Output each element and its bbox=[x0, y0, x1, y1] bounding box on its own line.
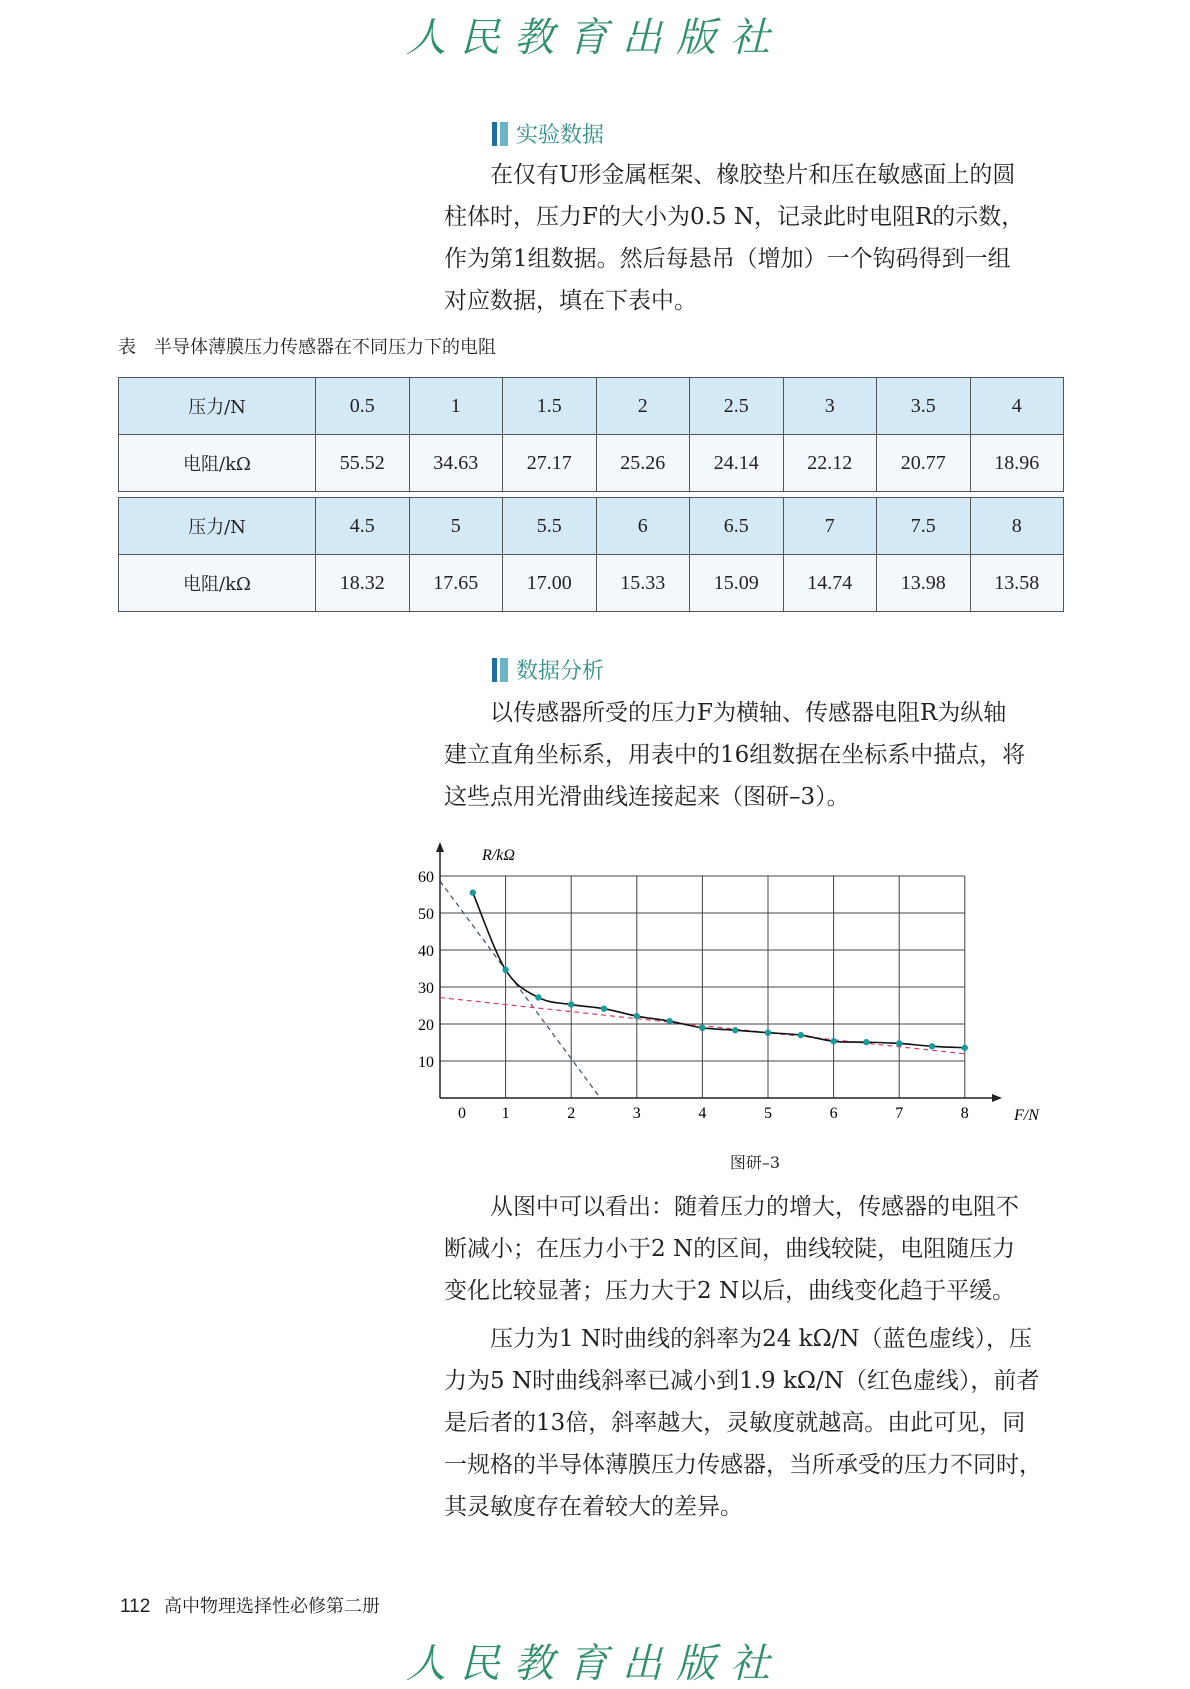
chart-axes bbox=[436, 842, 1002, 1102]
data-point bbox=[929, 1043, 935, 1049]
page-footer bbox=[120, 1592, 380, 1618]
x-tick-label: 5 bbox=[764, 1105, 772, 1122]
section-title: 数据分析 bbox=[516, 659, 605, 684]
x-tick-label: 1 bbox=[501, 1105, 510, 1122]
x-tick-label: 3 bbox=[632, 1105, 641, 1122]
book-title: 高中物理选择性必修第二册 bbox=[164, 1596, 381, 1617]
x-tick-label: 7 bbox=[895, 1105, 904, 1122]
data-point bbox=[535, 994, 541, 1000]
y-axis-arrow-icon bbox=[436, 842, 444, 852]
chart-grid bbox=[440, 876, 965, 1098]
y-tick-label: 50 bbox=[418, 906, 434, 923]
x-tick-label: 2 bbox=[567, 1105, 576, 1122]
resistance-force-chart bbox=[418, 838, 1060, 1138]
paragraph-observation: 从图中可以看出：随着压力的增大，传感器的电阻不 断减小；在压力小于2 N的区间，曲线较陡，电阻随压力 变化比较显著；压力大于2 N以后，曲线变化趋于平缓。 bbox=[444, 1194, 1019, 1304]
data-point bbox=[502, 967, 508, 973]
x-axis-arrow-icon bbox=[992, 1094, 1002, 1102]
publisher-logo-bottom: 人民教育出版社 bbox=[406, 1641, 784, 1687]
x-tick-label: 6 bbox=[829, 1105, 838, 1122]
data-point bbox=[568, 1001, 574, 1007]
data-point bbox=[732, 1027, 738, 1033]
table-row: 电阻/kΩ 55.52 34.63 27.17 25.26 24.14 22.12 20.77 18.96 bbox=[119, 435, 1064, 492]
x-tick-label: 8 bbox=[960, 1105, 969, 1122]
y-tick-label: 40 bbox=[418, 943, 434, 960]
x-tick-label: 4 bbox=[698, 1105, 707, 1122]
data-point bbox=[634, 1013, 640, 1019]
table-row: 压力/N 0.5 1 1.5 2 2.5 3 3.5 4 bbox=[119, 378, 1064, 435]
y-tick-label: 20 bbox=[418, 1017, 434, 1034]
data-point bbox=[798, 1032, 804, 1038]
heading-marker-icon bbox=[492, 658, 497, 682]
publisher-logo-top: 人民教育出版社 bbox=[406, 15, 784, 61]
chart-ticks bbox=[418, 869, 969, 1122]
data-point bbox=[896, 1040, 902, 1046]
section-heading-data bbox=[492, 118, 604, 149]
data-table-2 bbox=[118, 497, 1064, 612]
paragraph-experiment: 在仅有U形金属框架、橡胶垫片和压在敏感面上的圆 柱体时，压力F的大小为0.5 N，记录此时电阻R的示数， 作为第1组数据。然后每悬吊（增加）一个钩码得到一组 对应数据，填在下表中。 bbox=[444, 162, 1025, 314]
table-caption: 表 半导体薄膜压力传感器在不同压力下的电阻 bbox=[118, 337, 496, 358]
paragraph-analysis: 以传感器所受的压力F为横轴、传感器电阻R为纵轴 建立直角坐标系，用表中的16组数据在坐标系中描点，将 这些点用光滑曲线连接起来（图研–3）。 bbox=[444, 700, 1026, 810]
data-point bbox=[863, 1039, 869, 1045]
y-axis-label: R/kΩ bbox=[482, 847, 515, 864]
data-table-1 bbox=[118, 377, 1064, 492]
data-point bbox=[830, 1038, 836, 1044]
figure-caption: 图研–3 bbox=[729, 1153, 781, 1172]
section-heading-analysis bbox=[492, 654, 604, 685]
table-row: 电阻/kΩ 18.32 17.65 17.00 15.33 15.09 14.74 13.98 13.58 bbox=[119, 555, 1064, 612]
heading-marker-icon bbox=[492, 122, 497, 146]
data-point bbox=[601, 1005, 607, 1011]
table-row: 压力/N 4.5 5 5.5 6 6.5 7 7.5 8 bbox=[119, 498, 1064, 555]
data-point bbox=[765, 1029, 771, 1035]
page-number: 112 bbox=[120, 1596, 151, 1617]
y-tick-label: 10 bbox=[418, 1054, 434, 1071]
chart-points bbox=[470, 889, 968, 1051]
y-tick-label: 60 bbox=[418, 869, 434, 886]
paragraph-slope: 压力为1 N时曲线的斜率为24 kΩ/N（蓝色虚线），压 力为5 N时曲线斜率已减小到1.9 kΩ/N（红色虚线），前者 是后者的13倍，斜率越大，灵敏度就越高。由此可见，同 一规格的半导体薄膜压力传感器，当所承受的压力不同时， 其灵敏度存在着较大的差异。 bbox=[444, 1326, 1042, 1520]
data-point bbox=[470, 889, 476, 895]
tangent-line bbox=[440, 881, 600, 1098]
section-title: 实验数据 bbox=[516, 123, 605, 148]
y-tick-label: 30 bbox=[418, 980, 434, 997]
data-point bbox=[962, 1045, 968, 1051]
origin-label: 0 bbox=[458, 1105, 466, 1122]
x-axis-label: F/N bbox=[1014, 1107, 1039, 1124]
data-point bbox=[699, 1025, 705, 1031]
data-point bbox=[666, 1018, 672, 1024]
